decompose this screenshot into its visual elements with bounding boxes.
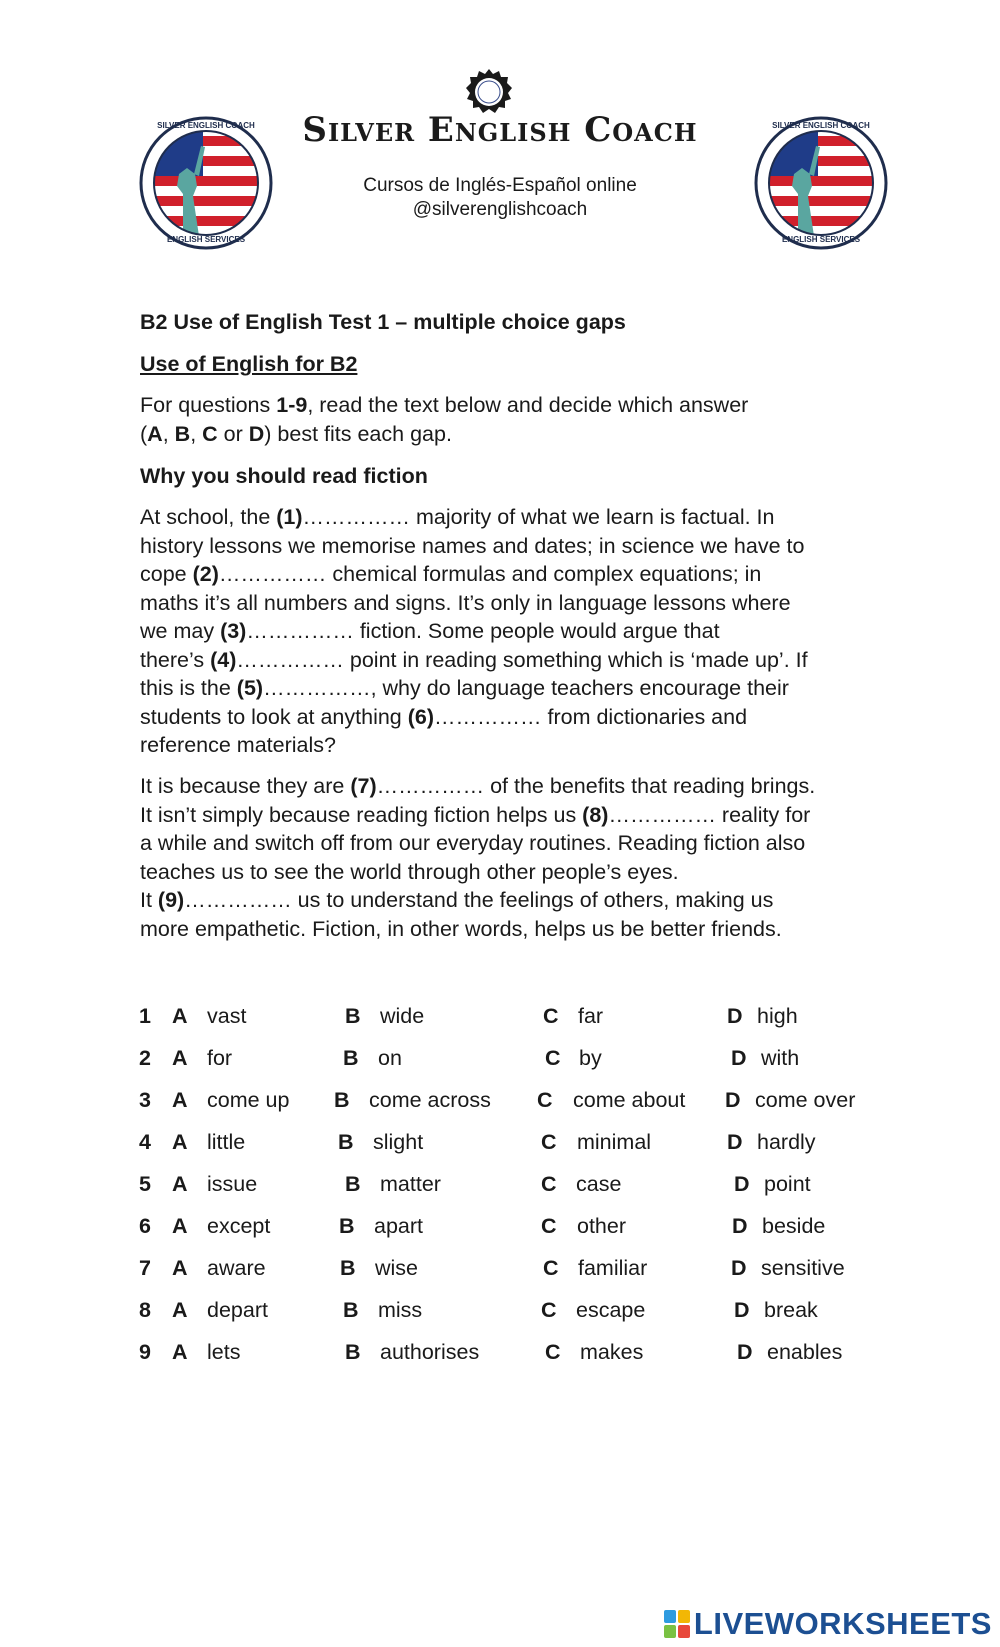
passage-heading: Why you should read fiction [140, 464, 428, 488]
option-row: 1 A vast B wide C far D high [139, 1004, 798, 1028]
option-7-b[interactable]: wise [375, 1256, 419, 1280]
option-2-a[interactable]: for [207, 1046, 233, 1070]
option-1-c[interactable]: far [578, 1004, 604, 1028]
option-4-b[interactable]: slight [373, 1130, 424, 1154]
option-8-d[interactable]: break [764, 1298, 818, 1322]
instructions: For questions 1-9, read the text below and decide which answer (A, B, C or D) best fits each gap. [140, 393, 749, 446]
option-row: 5 A issue B matter C case D point [139, 1172, 811, 1196]
option-row: 6 A except B apart C other D beside [139, 1214, 826, 1238]
option-6-c[interactable]: other [577, 1214, 627, 1238]
option-row: 9 A lets B authorises C makes D enables [139, 1340, 843, 1364]
option-3-a[interactable]: come up [207, 1088, 290, 1112]
passage-paragraph-1: At school, the (1)…………… majority of what we learn is factual. In history lessons we memorise names and dates; in science we have to cope (2)…………… chemical formulas and complex equations; in maths it’s all numbers and signs. It’s only in language lessons where we may (3)…………… fiction. Some people would argue that there’s (4)…………… point in reading something which is ‘made up’. If this is the (5)……………, why do language teachers encourage their students to look at anything (6)…………… from dictionaries and reference materials? [140, 505, 808, 757]
option-8-b[interactable]: miss [378, 1298, 423, 1322]
option-7-a[interactable]: aware [207, 1256, 266, 1280]
option-4-a[interactable]: little [207, 1130, 246, 1154]
seal-icon [465, 68, 513, 116]
passage-paragraph-2: It is because they are (7)…………… of the benefits that reading brings. It isn’t simply because reading fiction helps us (8)…………… reality for a while and switch off from our everyday routines. Reading fiction also teaches us to see the world through other people’s eyes. It (9)…………… us to understand the feelings of others, making us more empathetic. Fiction, in other words, helps us be better friends. [140, 774, 816, 941]
option-1-a[interactable]: vast [207, 1004, 247, 1028]
badge-left-top-text: SILVER ENGLISH COACH [157, 121, 255, 130]
gap-4[interactable]: (4) [210, 647, 237, 672]
option-1-d[interactable]: high [757, 1004, 798, 1028]
gap-7[interactable]: (7) [350, 774, 377, 798]
badge-right-top-text: SILVER ENGLISH COACH [772, 121, 870, 130]
option-9-a[interactable]: lets [207, 1340, 241, 1364]
option-9-b[interactable]: authorises [380, 1340, 480, 1364]
gap-2[interactable]: (2) [192, 562, 219, 586]
liveworksheets-logo[interactable] [664, 1608, 992, 1640]
option-4-d[interactable]: hardly [757, 1130, 816, 1154]
option-3-b[interactable]: come across [369, 1088, 491, 1112]
option-6-b[interactable]: apart [374, 1214, 424, 1238]
gap-3[interactable]: (3) [220, 619, 247, 643]
gap-1[interactable]: (1) [276, 505, 303, 529]
option-6-a[interactable]: except [207, 1214, 271, 1238]
option-3-c[interactable]: come about [573, 1088, 686, 1112]
test-title: B2 Use of English Test 1 – multiple choice gaps [140, 310, 626, 334]
option-5-a[interactable]: issue [207, 1172, 258, 1196]
header-handle: @silverenglishcoach [412, 199, 588, 220]
option-7-c[interactable]: familiar [578, 1256, 648, 1280]
gap-6[interactable]: (6) [407, 704, 435, 729]
option-8-a[interactable]: depart [207, 1298, 268, 1322]
gap-5[interactable]: (5) [236, 676, 264, 700]
header-subtitle: Cursos de Inglés-Español online [363, 175, 637, 196]
option-4-c[interactable]: minimal [577, 1130, 652, 1154]
option-row: 2 A for B on C by D with [139, 1046, 800, 1070]
option-row: 7 A aware B wise C familiar D sensitive [139, 1256, 845, 1280]
badge-left-bottom-text: ENGLISH SERVICES [166, 235, 246, 244]
gap-9[interactable]: (9) [157, 888, 185, 912]
gap-8[interactable]: (8) [582, 802, 609, 827]
option-row: 3 A come up B come across C come about D come over [139, 1088, 856, 1112]
option-2-d[interactable]: with [761, 1046, 800, 1070]
option-9-d[interactable]: enables [767, 1340, 843, 1364]
option-1-b[interactable]: wide [380, 1004, 425, 1028]
option-7-d[interactable]: sensitive [761, 1256, 845, 1280]
option-5-d[interactable]: point [764, 1172, 811, 1196]
option-6-d[interactable]: beside [762, 1214, 826, 1238]
option-5-b[interactable]: matter [380, 1172, 441, 1196]
option-row: 8 A depart B miss C escape D break [139, 1298, 818, 1322]
option-2-b[interactable]: on [378, 1046, 402, 1070]
option-9-c[interactable]: makes [580, 1340, 644, 1364]
test-subtitle: Use of English for B2 [140, 352, 358, 376]
option-5-c[interactable]: case [576, 1172, 622, 1196]
option-row: 4 A little B slight C minimal D hardly [139, 1130, 816, 1154]
liveworksheets-text: LIVEWORKSHEETS [693, 1606, 992, 1641]
option-3-d[interactable]: come over [755, 1088, 856, 1112]
liveworksheets-icon [664, 1610, 690, 1638]
brand-title: Silver English Coach [302, 110, 698, 150]
option-8-c[interactable]: escape [576, 1298, 646, 1322]
badge-right-bottom-text: ENGLISH SERVICES [781, 235, 861, 244]
option-2-c[interactable]: by [579, 1046, 602, 1070]
